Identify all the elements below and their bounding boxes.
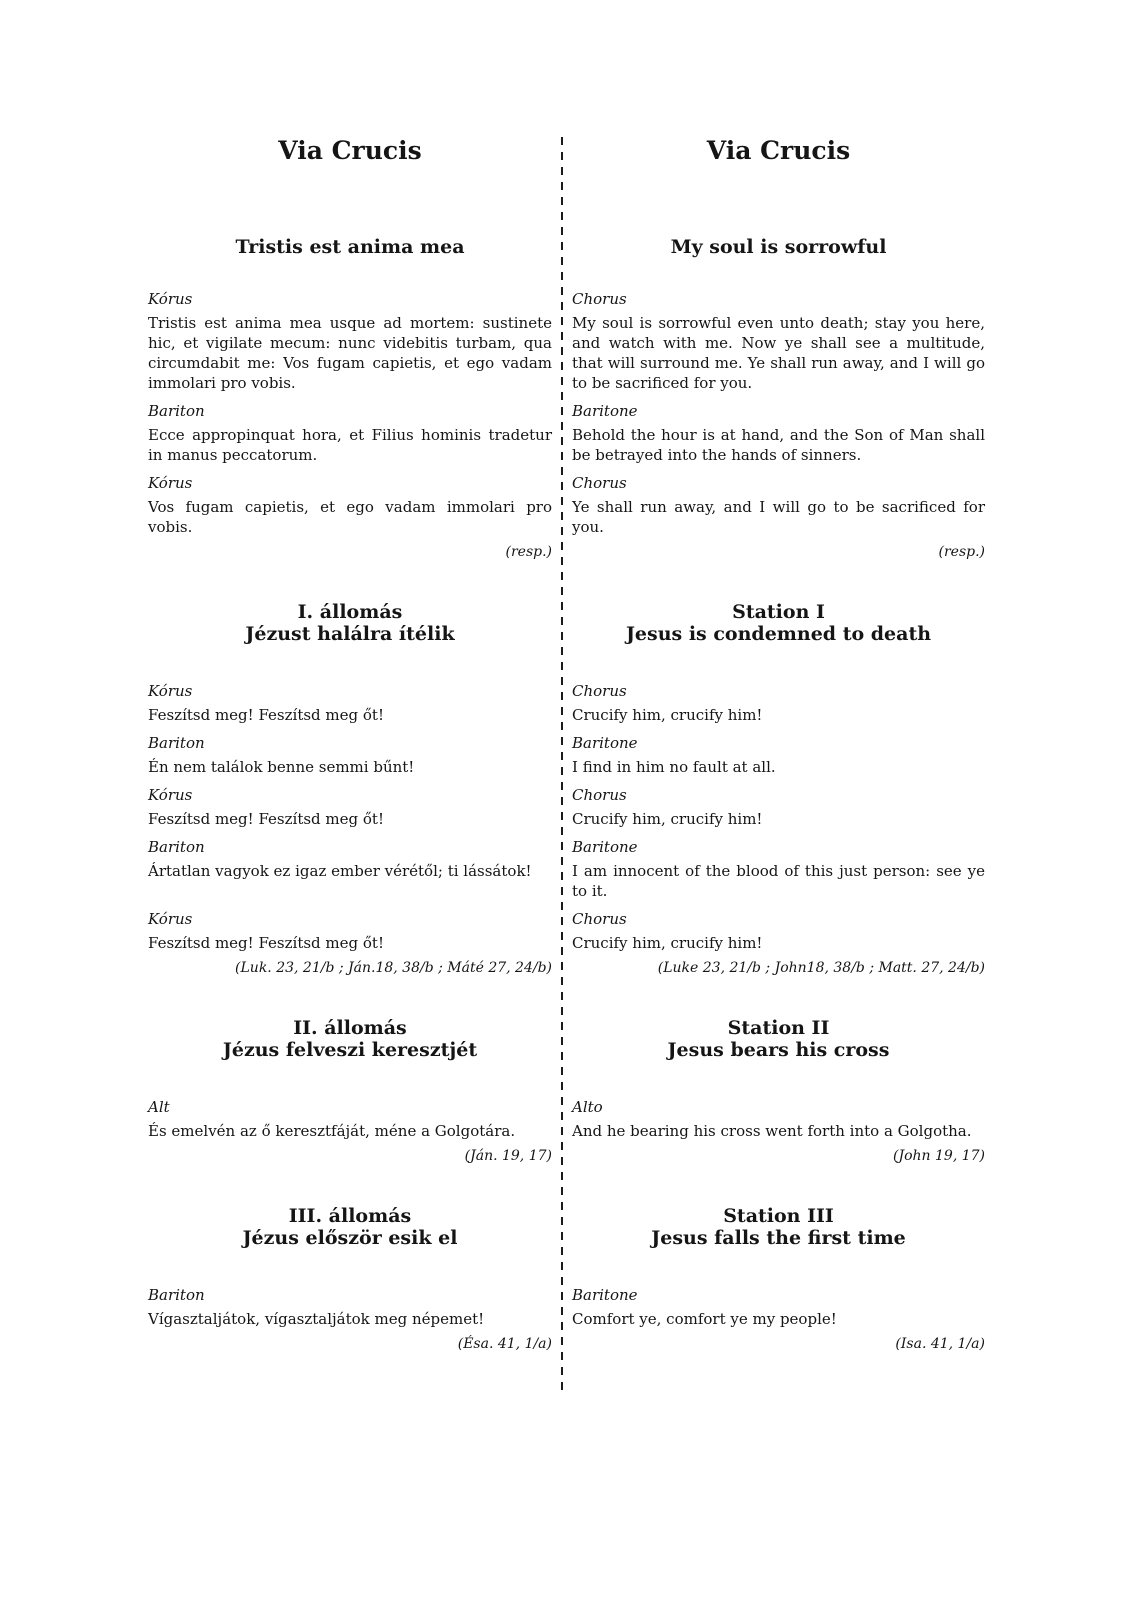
lyric-text: Vos fugam capietis, et ego vadam immolari pro vobis. bbox=[148, 498, 552, 536]
lyric-text: I am innocent of the blood of this just person: see ye to it. bbox=[572, 862, 985, 900]
right-column-title: Via Crucis bbox=[706, 136, 851, 165]
voice-label: Alto bbox=[572, 1098, 603, 1116]
lyric-text: Comfort ye, comfort ye my people! bbox=[572, 1310, 837, 1328]
lyric-text: Feszítsd meg! Feszítsd meg őt! bbox=[148, 810, 384, 828]
voice-label: Chorus bbox=[572, 786, 627, 804]
voice-label: Alt bbox=[148, 1098, 170, 1116]
voice-label: Bariton bbox=[148, 1286, 205, 1304]
voice-label: Baritone bbox=[572, 402, 638, 420]
lyric-text: És emelvén az ő keresztfáját, méne a Golgotára. bbox=[148, 1122, 516, 1140]
section-heading-right: My soul is sorrowful bbox=[670, 236, 887, 258]
document bbox=[148, 137, 985, 1353]
reference-row bbox=[148, 1335, 985, 1353]
station-number-right: Station I bbox=[732, 601, 825, 623]
scripture-reference: (John 19, 17) bbox=[893, 1148, 985, 1164]
station-title-right: Jesus bears his cross bbox=[667, 1039, 890, 1061]
column-divider-line bbox=[561, 137, 563, 1390]
station-2-heading-row bbox=[148, 1017, 985, 1061]
lyric-block bbox=[148, 473, 985, 537]
scripture-reference: (Ján. 19, 17) bbox=[464, 1148, 552, 1164]
lyric-block bbox=[148, 785, 985, 829]
voice-label: Kórus bbox=[148, 290, 193, 308]
station-title-left: Jézus felveszi keresztjét bbox=[222, 1039, 478, 1061]
voice-label: Chorus bbox=[572, 474, 627, 492]
scripture-reference: (Luke 23, 21/b ; John18, 38/b ; Matt. 27, 24/b) bbox=[657, 960, 985, 976]
lyric-text: My soul is sorrowful even unto death; stay you here, and watch with me. Now ye shall see a multitude, that will surround me. Ye shall run away, and I will go to be sacrificed for you. bbox=[572, 314, 985, 392]
title-row bbox=[148, 137, 985, 165]
voice-label: Bariton bbox=[148, 734, 205, 752]
lyric-text: Ártatlan vagyok ez igaz ember vérétől; ti lássátok! bbox=[148, 862, 532, 880]
lyric-text: Vígasztaljátok, vígasztaljátok meg népemet! bbox=[148, 1310, 485, 1328]
lyric-text: Feszítsd meg! Feszítsd meg őt! bbox=[148, 934, 384, 952]
lyric-text: Behold the hour is at hand, and the Son of Man shall be betrayed into the hands of sinners. bbox=[572, 426, 985, 464]
station-number-left: II. állomás bbox=[293, 1017, 407, 1039]
scripture-reference: (Luk. 23, 21/b ; Ján.18, 38/b ; Máté 27, 24/b) bbox=[235, 960, 552, 976]
reference-row bbox=[148, 1147, 985, 1165]
lyric-block bbox=[148, 289, 985, 393]
voice-label: Kórus bbox=[148, 910, 193, 928]
station-title-right: Jesus is condemned to death bbox=[625, 623, 932, 645]
section-heading-left: Tristis est anima mea bbox=[235, 236, 465, 258]
lyric-text: Ye shall run away, and I will go to be sacrificed for you. bbox=[572, 498, 985, 536]
station-number-right: Station III bbox=[723, 1205, 834, 1227]
voice-label: Bariton bbox=[148, 402, 205, 420]
lyric-text: And he bearing his cross went forth into a Golgotha. bbox=[572, 1122, 972, 1140]
lyric-block bbox=[148, 909, 985, 953]
voice-label: Baritone bbox=[572, 838, 638, 856]
station-number-left: I. állomás bbox=[297, 601, 403, 623]
left-column-title: Via Crucis bbox=[278, 136, 422, 165]
station-1-heading-row bbox=[148, 601, 985, 645]
voice-label: Kórus bbox=[148, 682, 193, 700]
lyric-text: Én nem találok benne semmi bűnt! bbox=[148, 758, 415, 776]
voice-label: Chorus bbox=[572, 290, 627, 308]
voice-label: Kórus bbox=[148, 474, 193, 492]
station-title-left: Jézust halálra ítélik bbox=[245, 623, 455, 645]
lyric-text: Ecce appropinquat hora, et Filius hominis tradetur in manus peccatorum. bbox=[148, 426, 552, 464]
lyric-block bbox=[148, 401, 985, 465]
lyric-text: Feszítsd meg! Feszítsd meg őt! bbox=[148, 706, 384, 724]
station-title-right: Jesus falls the first time bbox=[651, 1227, 906, 1249]
scripture-reference: (Isa. 41, 1/a) bbox=[895, 1336, 985, 1352]
reference-row bbox=[148, 543, 985, 561]
scripture-reference: (resp.) bbox=[938, 544, 985, 560]
section-1-heading-row bbox=[148, 235, 985, 259]
station-3-heading-row bbox=[148, 1205, 985, 1249]
voice-label: Chorus bbox=[572, 682, 627, 700]
station-number-right: Station II bbox=[727, 1017, 830, 1039]
lyric-text: Crucify him, crucify him! bbox=[572, 706, 763, 724]
lyric-block bbox=[148, 837, 985, 901]
voice-label: Baritone bbox=[572, 734, 638, 752]
lyric-text: Tristis est anima mea usque ad mortem: sustinete hic, et vigilate mecum: nunc videbitis turbam, qua circumdabit me: Vos fugam capietis, et ego vadam immolari pro vobis. bbox=[148, 314, 552, 392]
lyric-block bbox=[148, 1285, 985, 1329]
lyric-text: Crucify him, crucify him! bbox=[572, 934, 763, 952]
voice-label: Baritone bbox=[572, 1286, 638, 1304]
scripture-reference: (resp.) bbox=[505, 544, 552, 560]
reference-row bbox=[148, 959, 985, 977]
lyric-text: I find in him no fault at all. bbox=[572, 758, 776, 776]
lyric-text: Crucify him, crucify him! bbox=[572, 810, 763, 828]
voice-label: Bariton bbox=[148, 838, 205, 856]
station-number-left: III. állomás bbox=[288, 1205, 412, 1227]
lyric-block bbox=[148, 681, 985, 725]
voice-label: Kórus bbox=[148, 786, 193, 804]
lyric-block bbox=[148, 733, 985, 777]
lyric-block bbox=[148, 1097, 985, 1141]
station-title-left: Jézus először esik el bbox=[242, 1227, 458, 1249]
scripture-reference: (Ésa. 41, 1/a) bbox=[457, 1336, 552, 1352]
voice-label: Chorus bbox=[572, 910, 627, 928]
